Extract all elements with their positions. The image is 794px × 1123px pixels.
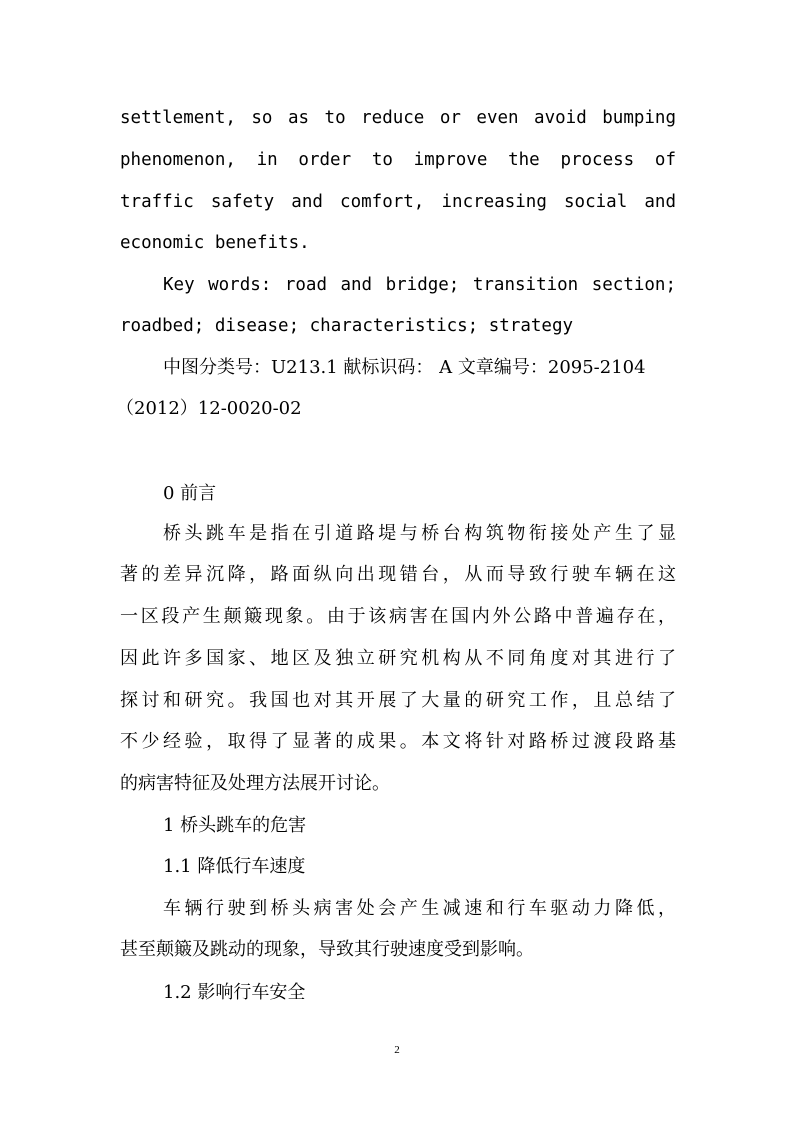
classification-line: （2012）12-0020-02 — [116, 398, 302, 419]
subsection-heading: 1.1 降低行车速度 — [163, 856, 306, 877]
paragraph-line: 探讨和研究。我国也对其开展了大量的研究工作，且总结了 — [120, 690, 676, 711]
section-heading: 1 桥头跳车的危害 — [163, 815, 307, 836]
paragraph-line: 一区段产生颠簸现象。由于该病害在国内外公路中普遍存在， — [120, 606, 676, 627]
paragraph-line: 甚至颠簸及跳动的现象，导致其行驶速度受到影响。 — [120, 939, 534, 960]
paragraph-line: 著的差异沉降，路面纵向出现错台，从而导致行驶车辆在这 — [120, 564, 676, 585]
paragraph-line: 的病害特征及处理方法展开讨论。 — [120, 773, 390, 794]
page-number: 2 — [394, 1044, 400, 1056]
subsection-heading: 1.2 影响行车安全 — [163, 982, 306, 1003]
abstract-line: settlement, so as to reduce or even avoid bumping — [120, 108, 676, 128]
classification-line: 中图分类号：U213.1 献标识码： A 文章编号：2095-2104 — [163, 357, 646, 378]
paragraph-line: 因此许多国家、地区及独立研究机构从不同角度对其进行了 — [120, 648, 676, 669]
paragraph-line: 桥头跳车是指在引道路堤与桥台构筑物衔接处产生了显 — [163, 523, 676, 544]
abstract-line: economic benefits. — [120, 233, 310, 253]
keywords-line: roadbed; disease; characteristics; strategy — [120, 316, 574, 336]
paragraph-line: 车辆行驶到桥头病害处会产生减速和行车驱动力降低， — [163, 898, 676, 919]
abstract-line: phenomenon, in order to improve the process of — [120, 150, 676, 170]
keywords-line: Key words: road and bridge; transition section; — [163, 275, 676, 295]
abstract-line: traffic safety and comfort, increasing social and — [120, 192, 676, 212]
section-heading: 0 前言 — [163, 483, 217, 504]
paragraph-line: 不少经验，取得了显著的成果。本文将针对路桥过渡段路基 — [120, 731, 676, 752]
